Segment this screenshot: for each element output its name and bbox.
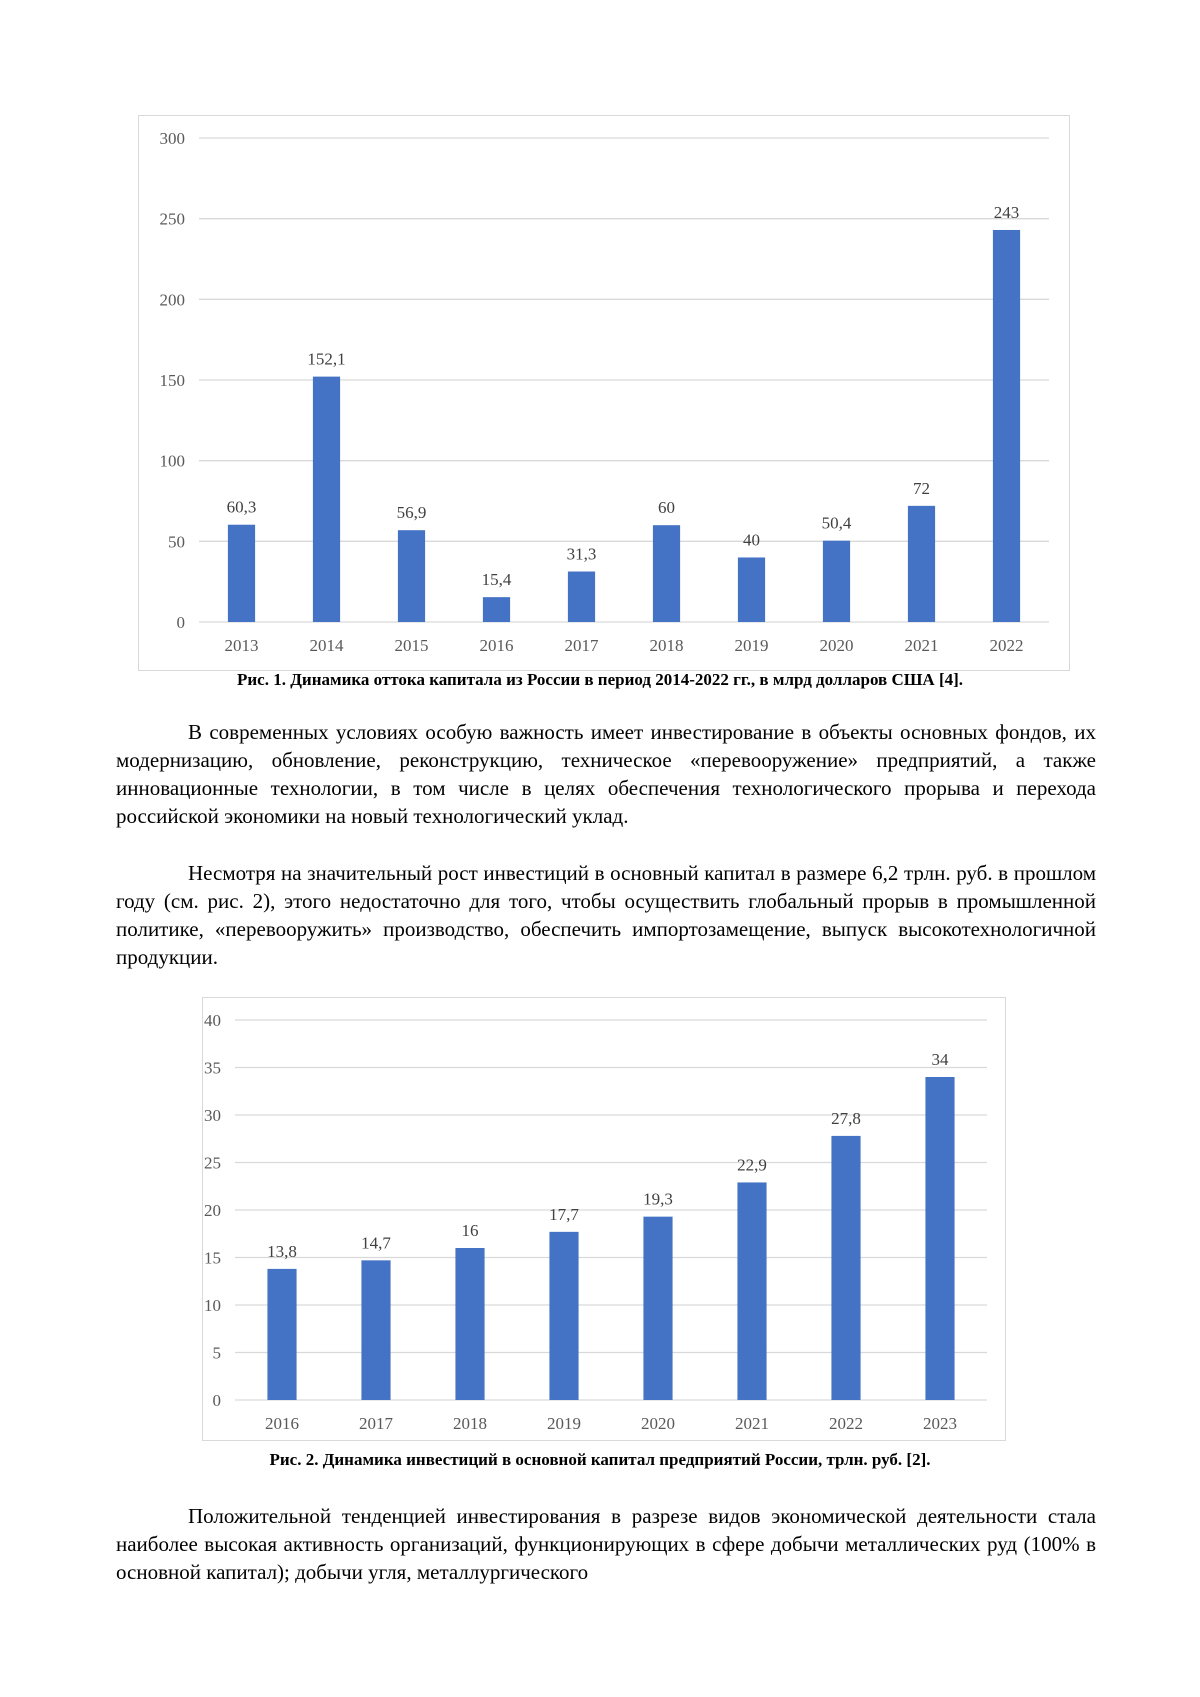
- bar: [361, 1260, 390, 1400]
- bar: [738, 557, 765, 622]
- bar: [483, 597, 510, 622]
- x-tick-label: 2021: [735, 1414, 769, 1433]
- paragraph-1: В современных условиях особую важность имеет инвестирование в объекты основных фондов, их модернизацию, обновление, реконструкцию, техническое «перевооружение» предприятий, а также инновационные технологии, в том числе в целях обеспечения технологического прорыва и перехода российской экономики на новый технологический уклад.: [116, 720, 1096, 828]
- data-label: 56,9: [396, 503, 427, 523]
- paragraph-3: Положительной тенденцией инвестирования в разрезе видов экономической деятельности стала наиболее высокая активность организаций, функционирующих в сфере добычи металлических руд (100% в основной капитал); добычи угля, металлургического: [116, 1504, 1096, 1584]
- bar: [831, 1136, 860, 1400]
- x-tick-label: 2023: [923, 1414, 957, 1433]
- y-tick-label: 0: [212, 1391, 221, 1410]
- x-tick-label: 2013: [224, 636, 259, 655]
- y-tick-label: 35: [204, 1058, 221, 1078]
- bar: [549, 1232, 578, 1400]
- y-tick-label: 25: [204, 1153, 221, 1173]
- data-label: 50,4: [821, 513, 852, 533]
- y-tick-label: 150: [159, 371, 185, 390]
- bar: [568, 572, 595, 622]
- data-label: 243: [993, 202, 1020, 222]
- data-label: 34: [931, 1050, 949, 1069]
- y-tick-label: 50: [168, 532, 185, 552]
- data-label: 16: [461, 1221, 479, 1240]
- data-label: 13,8: [267, 1241, 297, 1261]
- chart-1-svg: [139, 116, 1071, 672]
- x-tick-label: 2021: [904, 636, 939, 655]
- bar: [228, 525, 255, 622]
- bar: [313, 377, 340, 622]
- data-label: 72: [913, 478, 930, 498]
- y-tick-label: 20: [204, 1201, 221, 1220]
- y-tick-label: 250: [159, 209, 185, 229]
- y-tick-label: 5: [212, 1343, 221, 1363]
- chart-2-svg: [203, 998, 1007, 1442]
- y-tick-label: 200: [159, 290, 185, 310]
- x-tick-label: 2019: [734, 636, 769, 655]
- x-tick-label: 2018: [453, 1414, 487, 1433]
- y-tick-label: 40: [204, 1011, 221, 1030]
- bar: [643, 1217, 672, 1400]
- data-label: 17,7: [549, 1204, 579, 1224]
- x-tick-label: 2015: [394, 636, 429, 655]
- data-label: 40: [743, 530, 760, 550]
- x-tick-label: 2020: [641, 1414, 675, 1433]
- bar: [908, 506, 935, 622]
- figure-2-caption: Рис. 2. Динамика инвестиций в основной капитал предприятий России, трлн. руб. [2].: [269, 1450, 931, 1469]
- x-tick-label: 2016: [479, 636, 514, 655]
- x-tick-label: 2018: [649, 636, 684, 655]
- bar: [737, 1182, 766, 1400]
- x-tick-label: 2014: [309, 636, 344, 655]
- bar: [455, 1248, 484, 1400]
- y-tick-label: 300: [159, 129, 185, 148]
- y-tick-label: 10: [204, 1296, 221, 1315]
- x-tick-label: 2020: [819, 636, 854, 655]
- bar: [993, 230, 1020, 622]
- data-label: 60: [658, 498, 675, 518]
- x-tick-label: 2019: [547, 1414, 581, 1433]
- data-label: 15,4: [481, 570, 512, 590]
- data-label: 27,8: [831, 1108, 861, 1128]
- bar: [925, 1077, 954, 1400]
- y-tick-label: 15: [204, 1248, 221, 1268]
- y-tick-label: 0: [176, 613, 185, 632]
- y-tick-label: 30: [204, 1106, 221, 1125]
- y-tick-label: 100: [159, 451, 185, 471]
- data-label: 14,7: [361, 1233, 391, 1253]
- chart-1-frame: [138, 115, 1070, 671]
- x-tick-label: 2017: [564, 636, 599, 655]
- data-label: 31,3: [566, 544, 597, 564]
- x-tick-label: 2022: [989, 636, 1024, 655]
- chart-2-frame: [202, 997, 1006, 1441]
- x-tick-label: 2017: [359, 1414, 393, 1433]
- data-label: 152,1: [307, 349, 346, 369]
- bar: [398, 530, 425, 622]
- bar: [267, 1269, 296, 1400]
- data-label: 60,3: [226, 497, 257, 517]
- data-label: 19,3: [643, 1189, 673, 1209]
- bar: [823, 541, 850, 622]
- figure-1-caption: Рис. 1. Динамика оттока капитала из России в период 2014-2022 гг., в млрд долларов США [4].: [236, 670, 964, 689]
- bar: [653, 525, 680, 622]
- data-label: 22,9: [737, 1155, 767, 1175]
- paragraph-2: Несмотря на значительный рост инвестиций в основный капитал в размере 6,2 трлн. руб. в прошлом году (см. рис. 2), этого недостаточно для того, чтобы осуществить глобальный прорыв в промышленной политике, «перевооружить» производство, обеспечить импортозамещение, выпуск высокотехнологичной продукции.: [116, 861, 1096, 969]
- x-tick-label: 2022: [829, 1414, 863, 1433]
- x-tick-label: 2016: [265, 1414, 299, 1433]
